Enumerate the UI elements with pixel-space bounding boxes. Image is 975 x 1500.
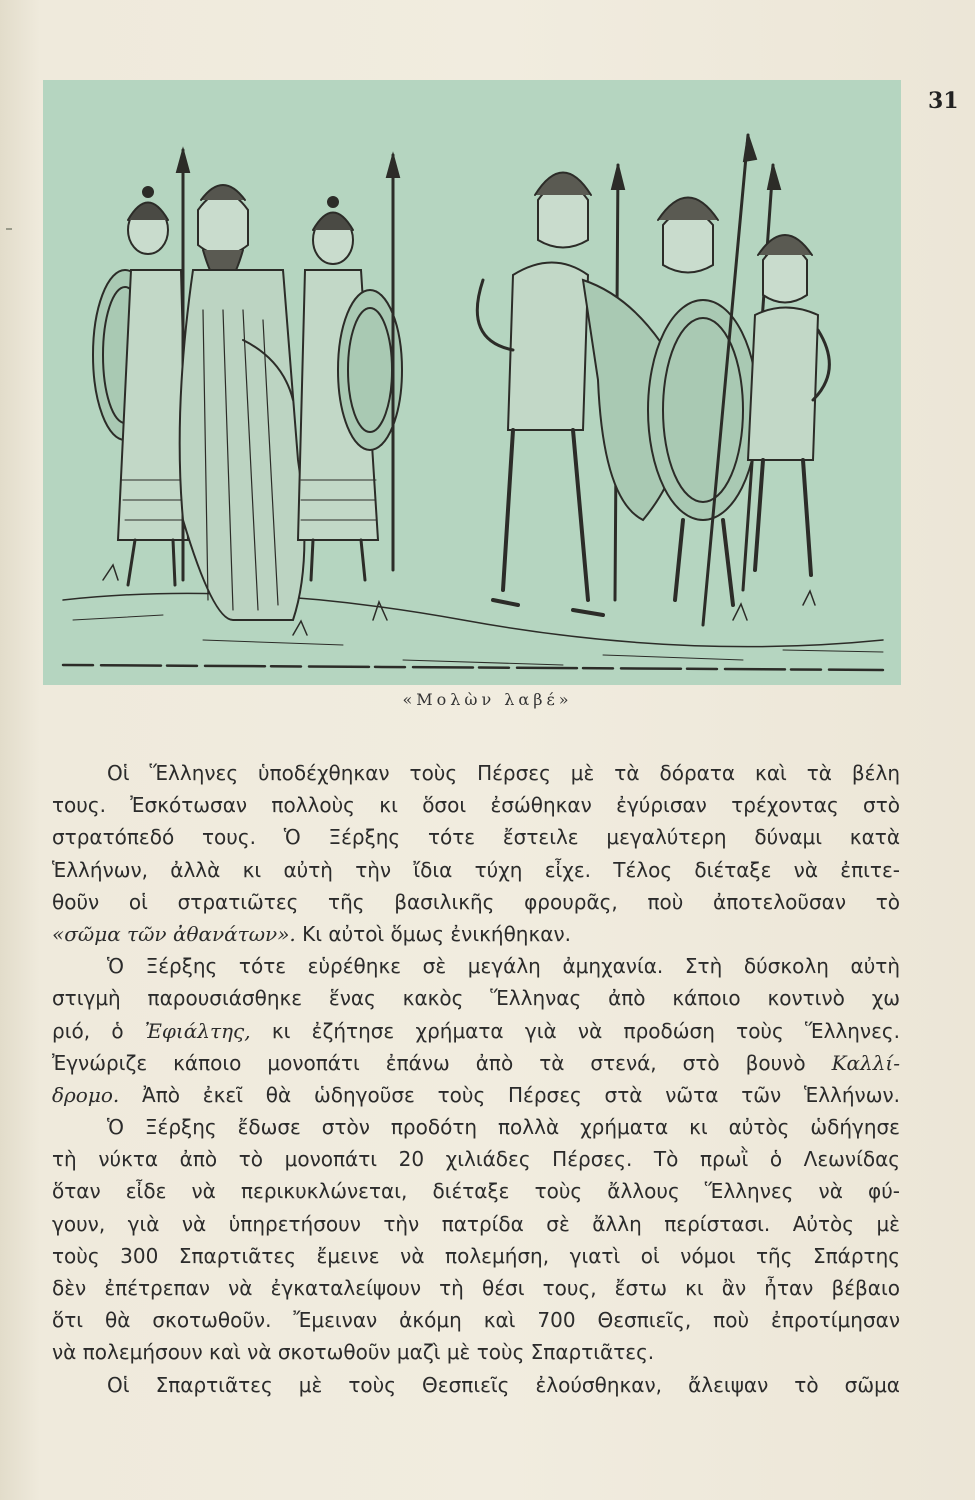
text-line: Ὁ Ξέρξης ἔδωσε στὸν προδότη πολλὰ χρήματα κι αὐτὸς ὡδήγησε <box>107 1115 900 1140</box>
text-line: ὅταν εἶδε νὰ περικυκλώνεται, διέταξε τοὺς ἄλλους Ἕλληνες νὰ φύ- <box>52 1179 900 1204</box>
figure-caption: «Μολὼν λαβέ» <box>402 690 573 709</box>
text-line: τοὺς 300 Σπαρτιᾶτες ἔμεινε νὰ πολεμήση, γιατὶ οἱ νόμοι τῆς Σπάρτης <box>52 1243 900 1268</box>
text-line <box>52 1015 900 1047</box>
text-line: νὰ πολεμήσουν καὶ νὰ σκοτωθοῦν μαζὶ μὲ τοὺς Σπαρτιᾶτες. <box>52 1340 655 1365</box>
margin-mark <box>6 228 12 230</box>
text-line: δὲν ἐπέτρεπαν νὰ ἐγκαταλείψουν τὴ θέσι τους, ἔστω κι ἂν ἦταν βέβαιο <box>52 1276 900 1300</box>
text-line: ὅτι θὰ σκοτωθοῦν. Ἔμειναν ἀκόμη καὶ 700 Θεσπιεῖς, ποὺ ἐπροτίμησαν <box>52 1308 900 1333</box>
text-line: Ὁ Ξέρξης τότε εὑρέθηκε σὲ μεγάλη ἀμηχανία. Στὴ δύσκολη αὐτὴ <box>107 954 900 979</box>
text-line <box>52 1047 900 1079</box>
text-line: θοῦν οἱ στρατιῶτες τῆς βασιλικῆς φρουρᾶς, ποὺ ἀποτελοῦσαν τὸ <box>52 889 900 914</box>
italic-name: Ἐφιάλτης, <box>144 1018 251 1043</box>
italic-phrase: «σῶμα τῶν ἀθανάτων». <box>52 921 296 946</box>
text-line: στιγμὴ παρουσιάσθηκε ἕνας κακὸς Ἕλληνας ἀπὸ κάποιο κοντινὸ χω <box>52 986 900 1011</box>
text-line: στρατόπεδό τους. Ὁ Ξέρξης τότε ἔστειλε μεγαλύτερη δύναμι κατὰ <box>52 825 900 850</box>
italic-name: Καλλί- <box>831 1050 900 1075</box>
text-line: τους. Ἐσκότωσαν πολλοὺς κι ὅσοι ἐσώθηκαν ἐγύρισαν τρέχοντας στὸ <box>52 793 900 818</box>
text-line: Οἱ Σπαρτιᾶτες μὲ τοὺς Θεσπιεῖς ἐλούσθηκαν, ἄλειψαν τὸ σῶμα <box>107 1372 900 1397</box>
text-line <box>52 918 900 950</box>
text-line: γουν, γιὰ νὰ ὑπηρετήσουν τὴν πατρίδα σὲ ἄλλη περίστασι. Αὐτὸς μὲ <box>52 1211 900 1236</box>
text-fragment: κι ἐζήτησε χρήματα γιὰ νὰ προδώση τοὺς Ἕλληνες. <box>250 1018 900 1043</box>
page-number: 31 <box>928 88 959 114</box>
warriors-illustration <box>43 80 901 685</box>
text-fragment: Ἀπὸ ἐκεῖ θὰ ὡδηγοῦσε τοὺς Πέρσες στὰ νῶτα τῶν Ἑλλήνων. <box>119 1082 900 1107</box>
text-line: τὴ νύκτα ἀπὸ τὸ μονοπάτι 20 χιλιάδες Πέρσες. Τὸ πρωῒ ὁ Λεωνίδας <box>52 1147 900 1172</box>
illustration-plate <box>43 80 901 685</box>
text-line: Ἑλλήνων, ἀλλὰ κι αὐτὴ τὴν ἴδια τύχη εἶχε. Τέλος διέταξε νὰ ἐπιτε- <box>52 857 900 882</box>
italic-name: δρομο. <box>52 1082 120 1107</box>
text-fragment: Κι αὐτοὶ ὅμως ἐνικήθηκαν. <box>295 921 571 946</box>
text-line <box>52 1079 900 1111</box>
text-fragment: Ἐγνώριζε κάποιο μονοπάτι ἐπάνω ἀπὸ τὰ στενά, στὸ βουνὸ <box>52 1050 832 1075</box>
text-line: Οἱ Ἕλληνες ὑποδέχθηκαν τοὺς Πέρσες μὲ τὰ δόρατα καὶ τὰ βέλη <box>107 761 900 785</box>
text-fragment: ριό, ὁ <box>52 1018 145 1043</box>
body-text <box>52 757 900 1401</box>
